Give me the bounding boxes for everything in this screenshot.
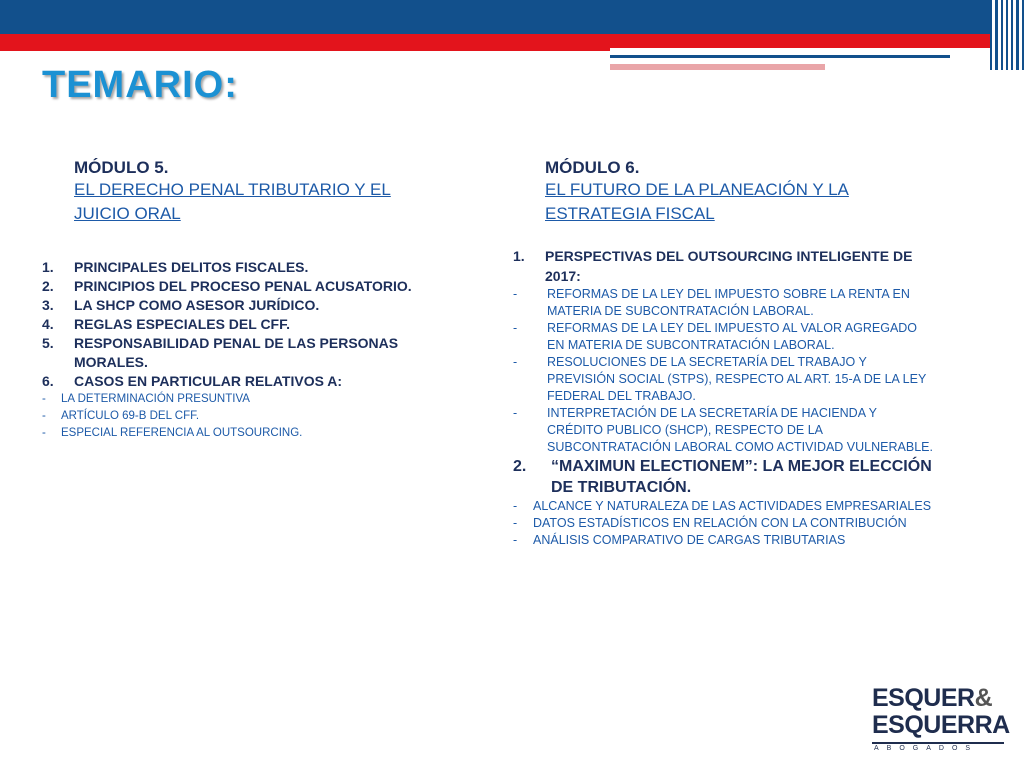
header-rule-pink (610, 64, 825, 70)
sub-item: - ARTÍCULO 69-B DEL CFF. (42, 410, 200, 422)
list-item: 3. LA SHCP COMO ASESOR JURÍDICO. (42, 297, 320, 313)
header-stripes (990, 0, 1024, 70)
module-6-item-2-subitems (513, 498, 933, 549)
module-5-heading: MÓDULO 5. (74, 158, 169, 177)
header-rule-blue (610, 55, 950, 58)
sub-item: - REFORMAS DE LA LEY DEL IMPUESTO SOBRE LA RENTA EN MATERIA DE SUBCONTRATACIÓN LABORAL. (513, 287, 910, 318)
sub-item: - DATOS ESTADÍSTICOS EN RELACIÓN CON LA CONTRIBUCIÓN (513, 516, 907, 530)
module-5-subtitle: EL DERECHO PENAL TRIBUTARIO Y EL JUICIO ORAL (74, 180, 391, 223)
sub-item: - INTERPRETACIÓN DE LA SECRETARÍA DE HACIENDA Y CRÉDITO PUBLICO (SHCP), RESPECTO DE LA SUBCONTRATACIÓN LABORAL COMO ACTIVIDAD VULNERABLE. (513, 406, 933, 454)
header-rule-red (0, 48, 610, 51)
module-6-item-1 (513, 246, 933, 286)
sub-item: - ANÁLISIS COMPARATIVO DE CARGAS TRIBUTARIAS (513, 533, 846, 547)
list-item: 4. REGLAS ESPECIALES DEL CFF. (42, 316, 290, 332)
page-title: TEMARIO: (42, 64, 238, 106)
module-5-subitems (42, 391, 462, 442)
sub-item: - ALCANCE Y NATURALEZA DE LAS ACTIVIDADES EMPRESARIALES (513, 499, 932, 513)
list-item: 2. PRINCIPIOS DEL PROCESO PENAL ACUSATORIO. (42, 278, 412, 294)
sub-item: - LA DETERMINACIÓN PRESUNTIVA (42, 393, 250, 405)
module-6-item-2 (513, 456, 933, 498)
list-item: 2. “MAXIMUN ELECTIONEM”: LA MEJOR ELECCIÓN DE TRIBUTACIÓN. (513, 458, 932, 496)
list-item: 1. PRINCIPALES DELITOS FISCALES. (42, 259, 309, 275)
list-item: 1. PERSPECTIVAS DEL OUTSOURCING INTELIGENTE DE 2017: (513, 248, 913, 284)
module-5-column (42, 158, 462, 442)
header-band-red (0, 34, 990, 48)
list-item: 6. CASOS EN PARTICULAR RELATIVOS A: (42, 373, 343, 389)
header-band-blue (0, 0, 990, 34)
list-item: 5. RESPONSABILIDAD PENAL DE LAS PERSONAS MORALES. (42, 335, 399, 370)
module-6-subtitle: EL FUTURO DE LA PLANEACIÓN Y LA ESTRATEGIA FISCAL (545, 180, 849, 223)
sub-item: - REFORMAS DE LA LEY DEL IMPUESTO AL VALOR AGREGADO EN MATERIA DE SUBCONTRATACIÓN LABORAL. (513, 321, 918, 352)
sub-item: - RESOLUCIONES DE LA SECRETARÍA DEL TRABAJO Y PREVISIÓN SOCIAL (STPS), RESPECTO AL ART. 15-A DE LA LEY FEDERAL DEL TRABAJO. (513, 355, 927, 403)
company-logo: ESQUER& ESQUERRA ABOGADOS (872, 684, 1010, 752)
module-6-heading: MÓDULO 6. (545, 158, 640, 177)
module-5-items (42, 258, 462, 391)
module-6-item-1-subitems (513, 286, 933, 456)
sub-item: - ESPECIAL REFERENCIA AL OUTSOURCING. (42, 427, 303, 439)
module-6-column (513, 158, 933, 549)
